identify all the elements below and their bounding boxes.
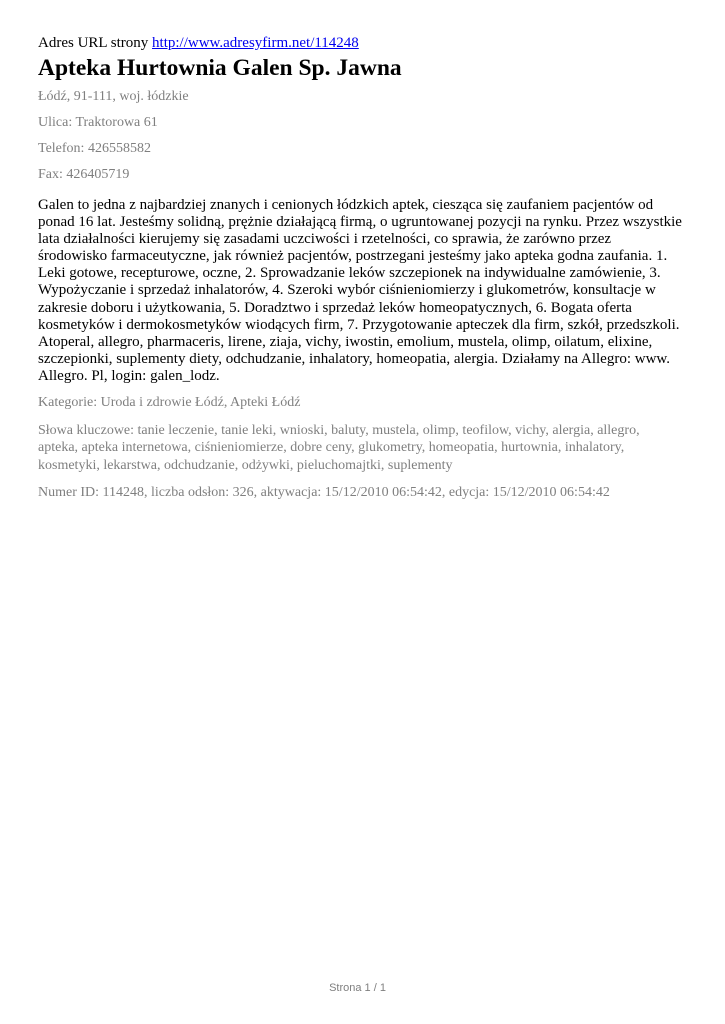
phone: Telefon: 426558582 [38, 141, 151, 156]
url-line [38, 34, 683, 52]
keywords: Słowa kluczowe: tanie leczenie, tanie leki, wnioski, baluty, mustela, olimp, teofilow, vichy, alergia, allegro, apteka, apteka internetowa, ciśnieniomierze, dobre ceny, glukometry, homeopatia, hurtownia, inhalatory, kosmetyki, lekarstwa, odchudzanie, odżywki, pieluchomajtki, suplementy [38, 422, 640, 473]
categories: Kategorie: Uroda i zdrowie Łódź, Apteki Łódź [38, 395, 301, 411]
company-name: Apteka Hurtownia Galen Sp. Jawna [38, 55, 402, 81]
street: Ulica: Traktorowa 61 [38, 115, 158, 130]
location: Łódź, 91-111, woj. łódzkie [38, 89, 189, 104]
record-info: Numer ID: 114248, liczba odsłon: 326, aktywacja: 15/12/2010 06:54:42, edycja: 15/12/2010 06:54:42 [38, 485, 610, 501]
page-number: Strona 1 / 1 [329, 982, 386, 994]
company-description: Galen to jedna z najbardziej znanych i cenionych łódzkich aptek, ciesząca się zaufaniem pacjentów od ponad 16 lat. Jesteśmy solidną, prężnie działającą firmą, o ugruntowanej pozycji na rynku. Przez wszystkie lata działalności kierujemy się zasadami uczciwości i rzetelności, co sprawia, że zarówno przez środowisko farmaceutyczne, jak również pacjentów, postrzegani jesteśmy jako apteka godna zaufania. 1. Leki gotowe, recepturowe, oczne, 2. Sprowadzanie leków szczepionek na indywidualne zamówienie, 3. Wypożyczanie i sprzedaż inhalatorów, 4. Szeroki wybór ciśnieniomierzy i glukometrów, konsultacje w zakresie doboru i użytkowania, 5. Doradztwo i sprzedaż leków homeopatycznych, 6. Bogata oferta kosmetyków i dermokosmetyków wiodących firm, 7. Przygotowanie apteczek dla firm, szkół, przedszkoli. Atoperal, allegro, pharmaceris, lirene, ziaja, vichy, iwostin, emolium, mustela, olimp, oilatum, elixine, szczepionki, suplementy diety, odchudzanie, inhalatory, homeopatia, alergia. Działamy na Allegro: www. Allegro. Pl, login: galen_lodz. [38, 197, 682, 384]
url-prefix: Adres URL strony [38, 35, 149, 51]
page-url-link[interactable]: http://www.adresyfirm.net/114248 [152, 35, 359, 51]
fax: Fax: 426405719 [38, 167, 130, 182]
document-body [38, 34, 683, 512]
